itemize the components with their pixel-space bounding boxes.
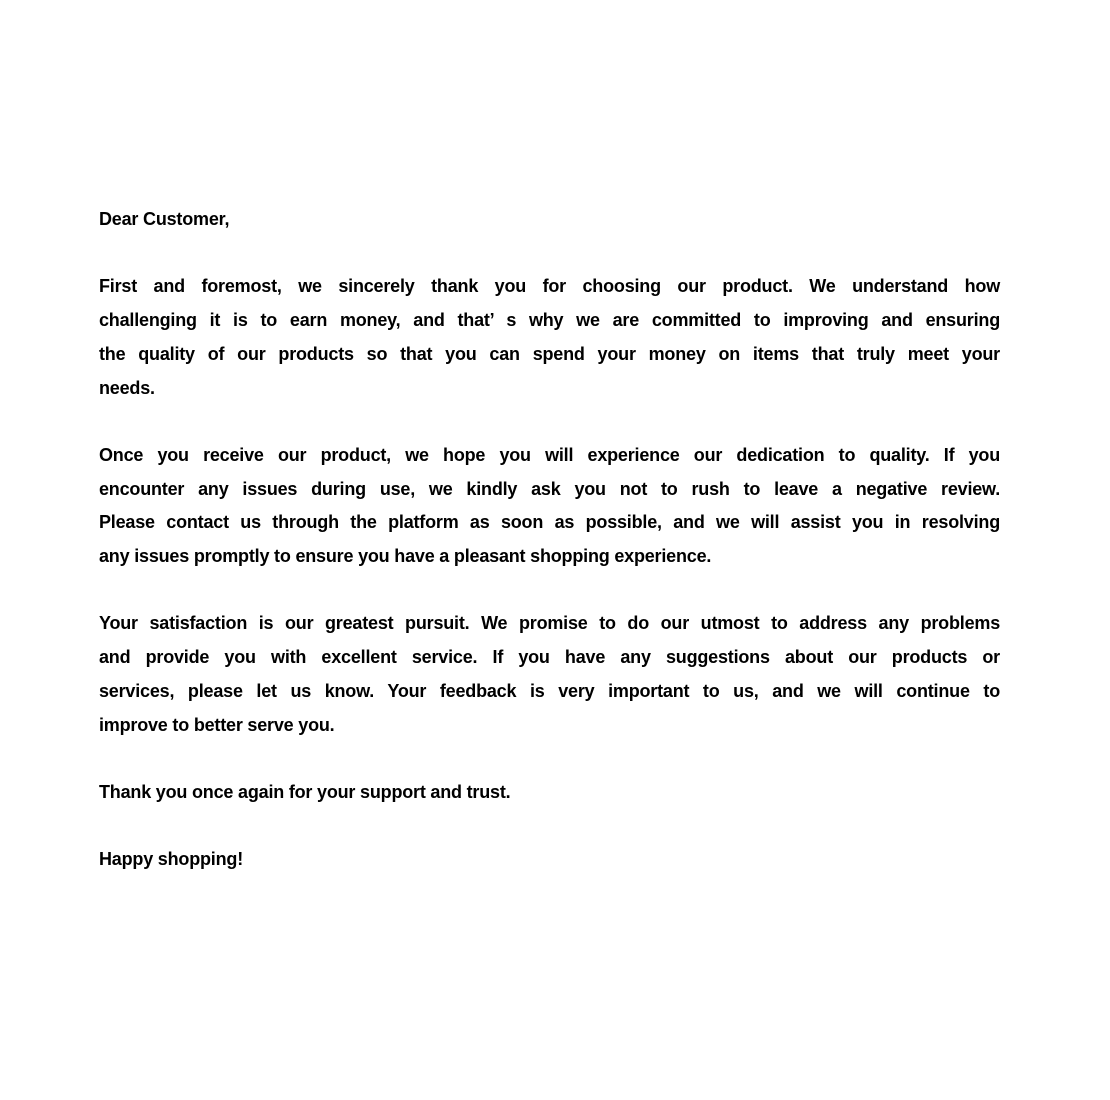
text-line: Please contact us through the platform as soon as possible, and we will assist you in resolving <box>99 512 1000 533</box>
text-line: any issues promptly to ensure you have a pleasant shopping experience. <box>99 546 712 566</box>
text-line: services, please let us know. Your feedback is very important to us, and we will continue to <box>99 680 1000 701</box>
text-line: needs. <box>99 377 155 398</box>
paragraph-satisfaction <box>99 607 1000 742</box>
text-line: First and foremost, we sincerely thank you for choosing our product. We understand how <box>99 276 1000 297</box>
text-line: improve to better serve you. <box>99 714 335 735</box>
text-line: Once you receive our product, we hope you will experience our dedication to quality. If you <box>99 444 1000 465</box>
paragraph-after-receipt <box>99 439 1000 574</box>
paragraph-thank-you <box>99 270 1000 405</box>
text-line: encounter any issues during use, we kindly ask you not to rush to leave a negative review. <box>99 478 1000 499</box>
text-line: challenging it is to earn money, and that’ s why we are committed to improving and ensuring <box>99 310 1000 331</box>
text-line: Your satisfaction is our greatest pursuit. We promise to do our utmost to address any problems <box>99 613 1000 634</box>
closing-signoff: Happy shopping! <box>99 849 243 870</box>
customer-letter <box>99 203 1000 877</box>
closing-thanks: Thank you once again for your support and trust. <box>99 781 511 802</box>
salutation: Dear Customer, <box>99 209 230 229</box>
text-line: the quality of our products so that you can spend your money on items that truly meet your <box>99 343 1000 364</box>
text-line: and provide you with excellent service. If you have any suggestions about our products or <box>99 647 1000 668</box>
